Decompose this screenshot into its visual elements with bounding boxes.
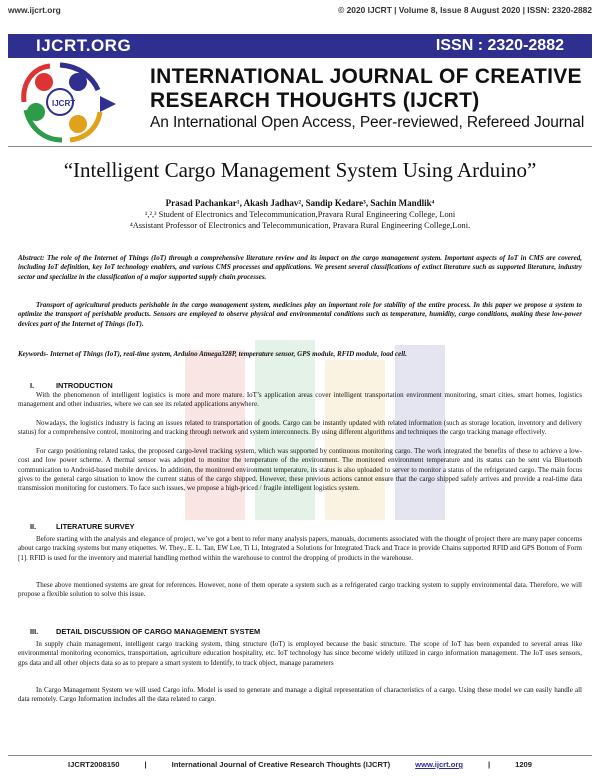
footer-page-number: 1209 [515, 760, 532, 769]
abstract-paragraph-1: Abstract: The role of the Internet of Things (IoT) through a comprehensive literature review and its impact on the cargo management system. Important aspects of IoT in CMS are covered, including IoT definition, key IoT technology enablers, and various CMS processes and applications. We present several classifications of extinct literature such as supported literature, industry sector and specialize in the classification of a major supported supply chain processes. [18, 254, 582, 281]
website-link[interactable]: www.ijcrt.org [8, 5, 61, 15]
section-title: INTRODUCTION [56, 381, 113, 390]
footer-journal: International Journal of Creative Research Thoughts (IJCRT) [171, 760, 391, 769]
journal-tagline: An International Open Access, Peer-reviewed, Refereed Journal [150, 114, 585, 131]
section-number: II. [30, 522, 37, 531]
banner-left: IJCRT.ORG [36, 36, 132, 55]
keywords: Keywords- Internet of Things (IoT), real-time system, Arduino Atmega328P, temperature sensor, GPS module, RFID module, load cell. [18, 350, 407, 358]
paper-title: “Intelligent Cargo Management System Using Arduino” [63, 158, 537, 182]
footer-divider [8, 755, 592, 756]
intro-paragraph-3: For cargo positioning related tasks, the proposed cargo-level tracking system, which was supported by continuous monitoring cargo. The work integrated the benefits of these to achieve a low-cost and low power scheme. A thermal sensor was adopted to monitor the temperature of the environment. The monitored environment temperature and its status can be sent via Bluetooth communication to Android-based mobile devices. In addition, the monitored environment temperature, its status is also uploaded to server to monitor a status of the refrigerated cargo. The main focus gives to the general cargo situation to know the current status of the cargo shipped. However, these previous actions cannot ensure that the cargo shipped safely arrives and provide a real-time data transmission monitoring for customers. To face such issues, we propose a high-priced / fragile intelligent logistics system. [18, 447, 582, 493]
page-header [8, 5, 592, 19]
issue-info: © 2020 IJCRT | Volume 8, Issue 8 August 2020 | ISSN: 2320-2882 [338, 5, 592, 15]
journal-name-line2: RESEARCH THOUGHTS (IJCRT) [150, 89, 480, 112]
section-heading-introduction [30, 381, 113, 390]
page-footer: IJCRT2008150 | International Journal of Creative Research Thoughts (IJCRT) www.ijcrt.org | 1209 [68, 760, 532, 769]
intro-paragraph-1: With the phenomenon of intelligent logistics is more and more mature. IoT’s application areas cover intelligent transportation environment monitoring, smart cities, smart homes, logistics management and other industries, where we can see its related applications anywhere. [18, 391, 582, 409]
section-number: III. [30, 627, 39, 636]
section-title: LITERATURE SURVEY [56, 522, 135, 531]
abstract-paragraph-2: Transport of agricultural products perishable in the cargo management system, medicines play an important role for stability of the entire process. In this paper we propose a system to optimize the transport of perishable products. Sensors are employed to observe physical and environmental conditions such as temperature, humidity, cargo conditions, making these low-power devices part of the Internet of Things (IoT). [18, 301, 582, 328]
header-divider [8, 146, 592, 147]
affiliation-professor: ⁴Assistant Professor of Electronics and Telecommunication, Pravara Rural Engineering College,Loni. [129, 221, 471, 230]
footer-paper-id: IJCRT2008150 [68, 760, 120, 769]
paper-authors: Prasad Pachankar¹, Akash Jadhav², Sandip Kedare³, Sachin Mandlik⁴ [165, 198, 435, 208]
literature-paragraph-1: Before starting with the analysis and elegance of project, we’ve got a bent to refer many analysis papers, manuals, documents associated with the thought of project there are many paper concerns about cargo tracking systems but many etiquettes. W. They., E. L. Tan, EW Lee, Ti Li, Integrated a Solutions for Integrated Track and Trace in provide Chains supported RFID and GPS Bottom of Form [1]. RFID is used for the inventory and material handling method within the warehouse to control the dropping of products in the warehouse. [18, 535, 582, 562]
section-title: DETAIL DISCUSSION OF CARGO MANAGEMENT SYSTEM [56, 627, 261, 636]
banner-issn: ISSN : 2320-2882 [435, 37, 564, 54]
affiliation-students: ¹,²,³ Student of Electronics and Telecommunication,Pravara Rural Engineering College, Loni [144, 210, 456, 219]
section-number: I. [30, 381, 35, 390]
journal-banner [8, 34, 592, 58]
section-heading-literature [30, 522, 135, 531]
journal-name [150, 65, 595, 113]
journal-logo-icon [16, 62, 134, 144]
footer-link[interactable]: www.ijcrt.org [415, 760, 463, 769]
intro-paragraph-2: Nowadays, the logistics industry is facing an issues related to transportation of goods. Cargo can be instantly updated with related information (such as storage location, inventory and delivery status) for a comprehensive control, monitoring and tracking through network and system interconnects. By using different algorithms and techniques the cargo tracking manage effectively. [18, 419, 582, 437]
journal-name-line1: INTERNATIONAL JOURNAL OF CREATIVE [150, 65, 582, 88]
discussion-paragraph-2: In Cargo Management System we will used Cargo info. Model is used to generate and manage a digital representation of characteristics of a cargo. Using these model we can easily handle all data remotely. Cargo Information includes all the data related to cargo. [18, 686, 582, 704]
logo-text: IJCRT [52, 99, 76, 108]
literature-paragraph-2: These above mentioned systems are great for references. However, none of them operate a system such as a refrigerated cargo tracking system to supply environmental data. Therefore, we will propose a flexible solution to solve this issue. [18, 581, 582, 599]
section-heading-discussion [30, 627, 260, 636]
discussion-paragraph-1: In supply chain management, intelligent cargo tracking system, thing structure (IoT) is employed because the basic structure. The scope of IoT has been expanded to several areas like environmental monitoring economics, transportation, agriculture education hospitality, etc. IoT technology has since become widely utilized in cargo information management. The IoT uses sensors, gps data and all other objects data so as to prepare a smart system to Identify, to track object, manage parameters [18, 640, 582, 667]
